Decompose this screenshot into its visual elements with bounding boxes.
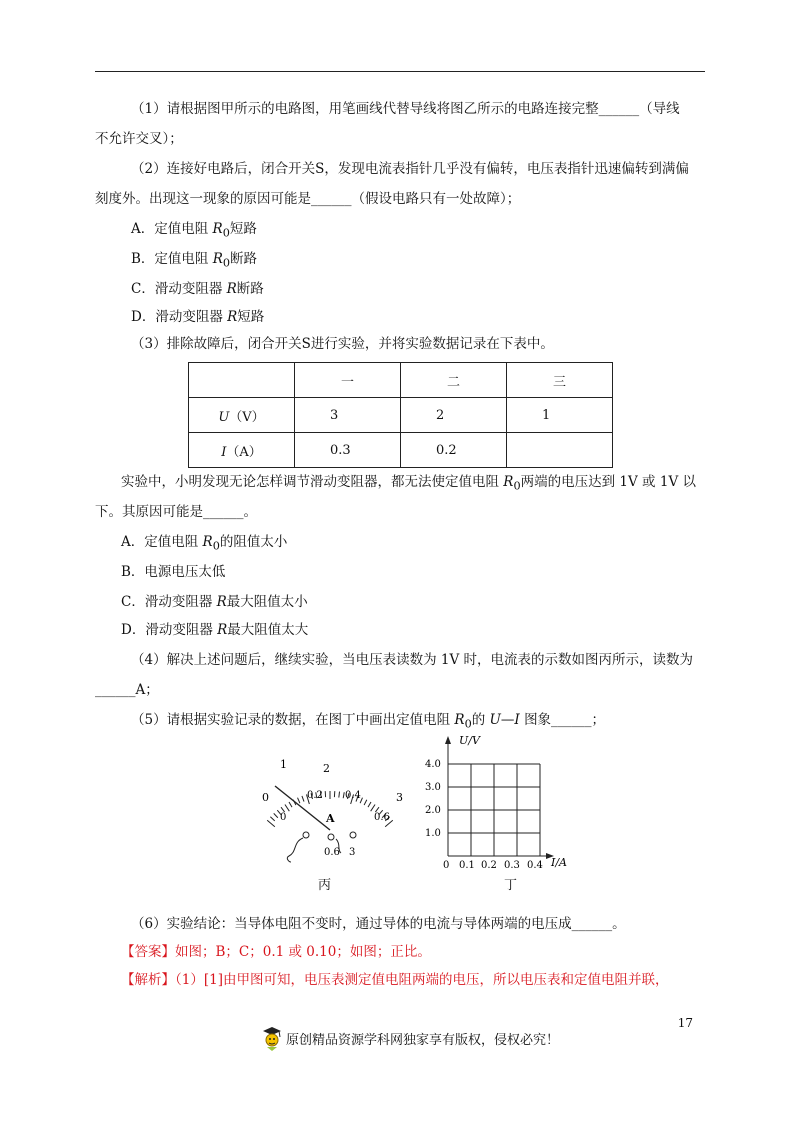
- meter-tick: [371, 804, 375, 811]
- meter-tick: [302, 796, 304, 802]
- terminal-label: 0.6: [324, 847, 340, 858]
- q2-option-a: A．定值电阻 $R_0$短路: [131, 221, 257, 240]
- x-tick-label: 0.4: [527, 860, 543, 871]
- table-header-row: [189, 363, 613, 398]
- analysis-line: [121, 970, 668, 990]
- table-cell: [189, 363, 295, 398]
- q3-option-d: D．滑动变阻器 R最大阻值太大: [121, 622, 309, 638]
- q4-line2: ______A；: [95, 682, 159, 698]
- q3-after-line1: 实验中，小明发现无论怎样调节滑动变阻器，都无法使定值电阻 $R_0$两端的电压达到 1V 或 1V 以: [121, 474, 696, 493]
- y-tick-label: 4.0: [425, 759, 441, 770]
- meter-tick: [298, 798, 300, 804]
- analysis-tag: 【解析】: [121, 972, 175, 988]
- analysis-text: （1）[1]由甲图可知，电压表测定值电阻两端的电压，所以电压表和定值电阻并联，: [175, 972, 669, 988]
- table-row: [189, 398, 613, 433]
- answer-line: [121, 942, 431, 962]
- table-cell: 0.3: [295, 433, 401, 468]
- q1-line1: （1）请根据图甲所示的电路图，用笔画线代替导线将图乙所示的电路连接完整______（导线: [131, 101, 680, 117]
- data-table: [188, 362, 613, 468]
- meter-bottom-label: 0.4: [345, 790, 361, 801]
- table-cell: 三: [507, 363, 613, 398]
- terminal-3: [350, 832, 356, 838]
- table-cell: 1: [507, 398, 613, 433]
- table-cell: 二: [401, 363, 507, 398]
- table-cell: 一: [295, 363, 401, 398]
- table-row-label: I（A）: [189, 433, 295, 468]
- y-tick-label: 3.0: [425, 782, 441, 793]
- ui-graph-figure: [423, 732, 583, 872]
- table-row: [189, 433, 613, 468]
- x-tick-label: 0: [443, 860, 450, 871]
- table-row-label: U（V）: [189, 398, 295, 433]
- meter-tick: [267, 820, 275, 826]
- meter-tick: [368, 802, 371, 807]
- header-rule: [95, 71, 705, 72]
- q6-line1: （6）实验结论：当导体电阻不变时，通过导体的电流与导体两端的电压成______。: [131, 916, 626, 932]
- terminal-negative: [303, 832, 309, 838]
- q1-line2: 不允许交叉）；: [95, 131, 183, 147]
- meter-tick: [364, 800, 367, 805]
- q4-line1: （4）解决上述问题后，继续实验，当电压表读数为 1V 时，电流表的示数如图丙所示，读数为: [131, 652, 694, 668]
- q3-option-c: C．滑动变阻器 R最大阻值太小: [121, 594, 308, 610]
- ammeter-figure: [245, 758, 415, 868]
- figure-caption-bing: 丙: [318, 878, 332, 893]
- meter-bottom-label: 0: [280, 812, 287, 823]
- q2-option-b: B．定值电阻 $R_0$断路: [131, 251, 258, 270]
- x-tick-label: 0.1: [459, 860, 475, 871]
- y-axis-arrow: [445, 736, 451, 744]
- q3-line1: （3）排除故障后，闭合开关S进行实验，并将实验数据记录在下表中。: [131, 336, 554, 352]
- meter-top-label: 0: [262, 791, 269, 804]
- meter-tick: [289, 802, 292, 807]
- meter-tick: [270, 817, 274, 821]
- wire-left: [287, 838, 303, 862]
- footer-text: 原创精品资源学科网独家享有版权，侵权必究！: [286, 1032, 560, 1048]
- q2-option-c: C．滑动变阻器 R断路: [131, 281, 264, 297]
- q5-line1: （5）请根据实验记录的数据，在图丁中画出定值电阻 $R_0$的 U—I 图象______；: [131, 712, 606, 731]
- q3-after-line2: 下。其原因可能是______。: [95, 504, 257, 520]
- meter-unit-label: A: [326, 812, 335, 825]
- y-tick-label: 1.0: [425, 828, 441, 839]
- q2-line1: （2）连接好电路后，闭合开关S，发现电流表指针几乎没有偏转，电压表指针迅速偏转到满偏: [131, 161, 689, 177]
- meter-tick: [285, 804, 289, 811]
- y-tick-label: 2.0: [425, 805, 441, 816]
- meter-tick: [339, 792, 340, 798]
- q2-option-d: D．滑动变阻器 R短路: [131, 309, 265, 325]
- terminal-0.6: [328, 834, 334, 840]
- graph-grid: [448, 764, 540, 856]
- q2-line2: 刻度外。出现这一现象的原因可能是______（假设电路只有一处故障）；: [95, 191, 521, 207]
- terminal-label: 3: [349, 847, 356, 858]
- y-axis-label: U/V: [459, 734, 480, 747]
- x-axis-label: I/A: [551, 856, 567, 869]
- meter-top-label: 1: [280, 758, 287, 771]
- meter-top-label: 3: [396, 791, 403, 804]
- mascot-logo-icon: [260, 1025, 284, 1051]
- footer: [260, 1025, 559, 1051]
- answer-tag: 【答案】: [121, 944, 175, 960]
- table-cell: 3: [295, 398, 401, 433]
- meter-top-label: 2: [323, 762, 330, 775]
- meter-bottom-label: 0.2: [307, 790, 323, 801]
- table-cell: 0.2: [401, 433, 507, 468]
- meter-tick: [274, 813, 278, 817]
- figure-caption-ding: 丁: [504, 878, 518, 893]
- x-tick-label: 0.2: [481, 860, 497, 871]
- table-cell: 2: [401, 398, 507, 433]
- table-cell: [507, 433, 613, 468]
- x-tick-label: 0.3: [504, 860, 520, 871]
- page-number: 17: [677, 1016, 693, 1030]
- answer-text: 如图；B；C；0.1 或 0.10；如图；正比。: [175, 944, 431, 960]
- q3-option-a: A．定值电阻 $R_0$的阻值太小: [121, 534, 288, 553]
- q3-option-b: B．电源电压太低: [121, 564, 226, 580]
- meter-bottom-label: 0.6: [374, 812, 390, 823]
